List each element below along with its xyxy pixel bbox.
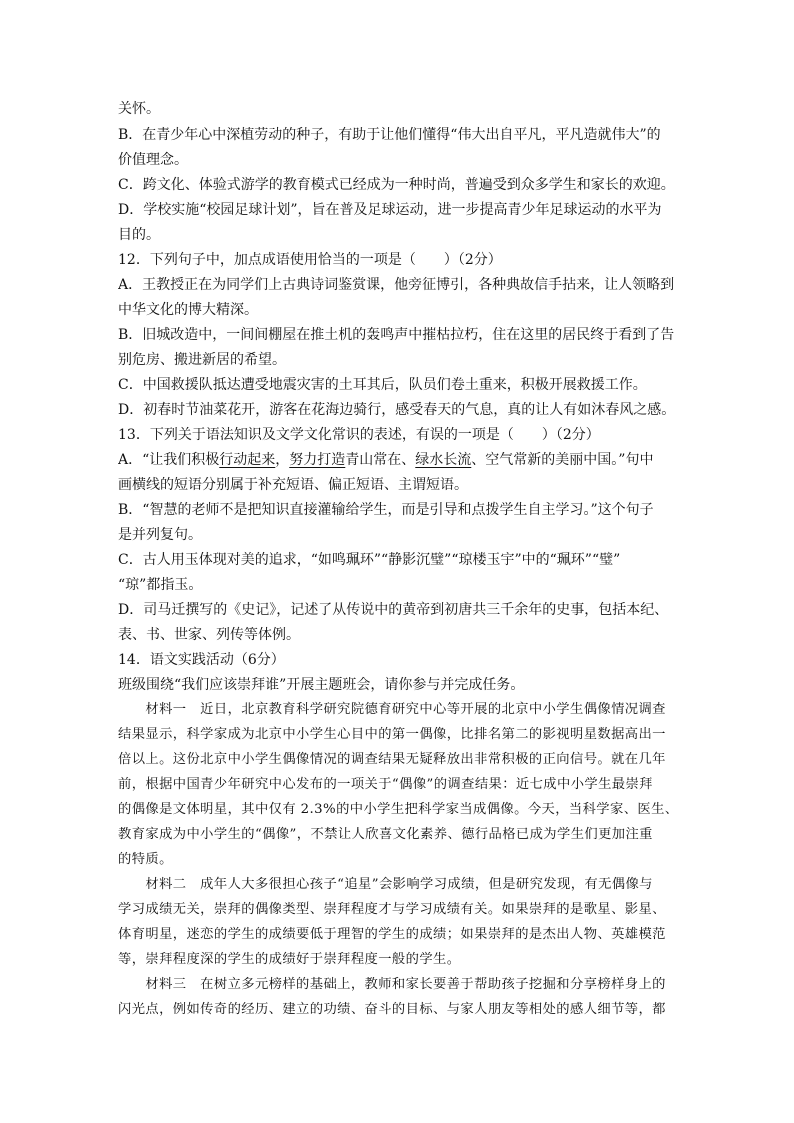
- q12-option-a-line2: 中华文化的博大精深。: [118, 302, 258, 318]
- material3-line: 材料三 在树立多元榜样的基础上，教师和家长要善于帮助孩子挖掘和分享榜样身上的: [118, 977, 666, 992]
- q11-option-d-line2: 目的。: [118, 227, 160, 243]
- q13-stem: 13．下列关于语法知识及文学文化常识的表述，有误的一项是（ ）（2分）: [118, 427, 600, 443]
- q11-option-d-line1: D．学校实施“校园足球计划”，旨在普及足球运动，进一步提高青少年足球运动的水平为: [118, 202, 662, 218]
- q13-a-underlined-1: 行动起来: [219, 452, 276, 468]
- q12-option-b-line2: 别危房、搬进新居的希望。: [118, 352, 286, 368]
- material1-line: 的偶像是文体明星，其中仅有 2.3%的中小学生把科学家当成偶像。今天，当科学家、医生、: [118, 802, 679, 817]
- q11-option-a-tail: 关怀。: [118, 101, 160, 117]
- q13-a-text-1: A．“让我们积极: [118, 452, 220, 468]
- q14-stem: 14．语文实践活动（6分）: [118, 652, 285, 668]
- material1-line: 的特质。: [118, 852, 173, 867]
- q13-option-a-line2: 画横线的短语分别属于补充短语、偏正短语、主谓短语。: [118, 477, 468, 493]
- q12-option-b-line1: B．旧城改造中，一间间棚屋在推土机的轰鸣声中摧枯拉朽，住在这里的居民终于看到了告: [118, 327, 675, 343]
- q13-option-d-line1: D．司马迁撰写的《史记》，记述了从传说中的黄帝到初唐共三千余年的史事，包括本纪、: [118, 602, 669, 618]
- q13-a-underlined-3: 绿水长流: [415, 452, 472, 468]
- q12-stem: 12．下列句子中，加点成语使用恰当的一项是（ ）（2分）: [118, 252, 502, 268]
- material2-line: 学习成绩无关，崇拜的偶像类型、崇拜程度才与学习成绩有关。如果崇拜的是歌星、影星、: [118, 902, 666, 917]
- material2-line: 等，崇拜程度深的学生的成绩好于崇拜程度一般的学生。: [118, 952, 461, 967]
- q11-option-c: C．跨文化、体验式游学的教育模式已经成为一种时尚，普遍受到众多学生和家长的欢迎。: [118, 177, 675, 193]
- material2-line: 材料二 成年人大多很担心孩子“追星”会影响学习成绩，但是研究发现，有无偶像与: [118, 877, 653, 892]
- q13-a-text-2: ，: [275, 452, 290, 468]
- material1-line: 前，根据中国青少年研究中心发布的一项关于“偶像”的调查结果：近七成中小学生最崇拜: [118, 777, 653, 792]
- q13-a-underlined-2: 努力打造: [289, 452, 346, 468]
- q13-option-b-line2: 是并列复句。: [118, 527, 202, 543]
- material1-line: 教育家成为中小学生的“偶像”，不禁让人欣喜文化素养、德行品格已成为学生们更加注重: [118, 827, 653, 842]
- q11-option-b-line2: 价值理念。: [118, 152, 188, 168]
- q14-intro: 班级围绕“我们应该崇拜谁”开展主题班会，请你参与并完成任务。: [118, 677, 525, 693]
- material1-line: 结果显示，科学家成为北京中小学生心目中的第一偶像，比排名第二的影视明星数据高出一: [118, 727, 666, 742]
- material2-line: 体育明星，迷恋的学生的成绩要低于理智的学生的成绩；如果崇拜的是杰出人物、英雄模范: [118, 927, 666, 942]
- q13-option-a-line1: [118, 449, 679, 471]
- q13-option-c-line1: C．古人用玉体现对美的追求，“如鸣珮环”“静影沉璧”“琼楼玉宇”中的“珮环”“璧”: [118, 552, 621, 568]
- q12-option-c: C．中国救援队抵达遭受地震灾害的土耳其后，队员们卷土重来，积极开展救援工作。: [118, 377, 647, 393]
- q13-a-text-4: 、空气常新的美丽中国。”句中: [471, 452, 654, 468]
- material3-line: 闪光点，例如传奇的经历、建立的功绩、奋斗的目标、与家人朋友等相处的感人细节等，都: [118, 1002, 666, 1017]
- q13-option-d-line2: 表、书、世家、列传等体例。: [118, 627, 300, 643]
- q11-option-b-line1: B．在青少年心中深植劳动的种子，有助于让他们懂得“伟大出自平凡，平凡造就伟大”的: [118, 127, 661, 143]
- q12-option-d: D．初春时节油菜花开，游客在花海边骑行，感受春天的气息，真的让人有如沐春风之感。: [118, 402, 676, 418]
- q13-option-b-line1: B．“智慧的老师不是把知识直接灌输给学生，而是引导和点拨学生自主学习。”这个句子: [118, 502, 654, 518]
- q13-a-text-3: 青山常在、: [345, 452, 416, 468]
- q13-option-c-line2: “琼”都指玉。: [118, 577, 203, 593]
- q12-option-a-line1: A．王教授正在为同学们上古典诗词鉴赏课，他旁征博引，各种典故信手拈来，让人领略到: [118, 277, 675, 293]
- material1-line: 倍以上。这份北京中小学生偶像情况的调查结果无疑释放出非常积极的正向信号。就在几年: [118, 752, 666, 767]
- material1-line: 材料一 近日，北京教育科学研究院德育研究中心等开展的北京中小学生偶像情况调查: [118, 702, 666, 717]
